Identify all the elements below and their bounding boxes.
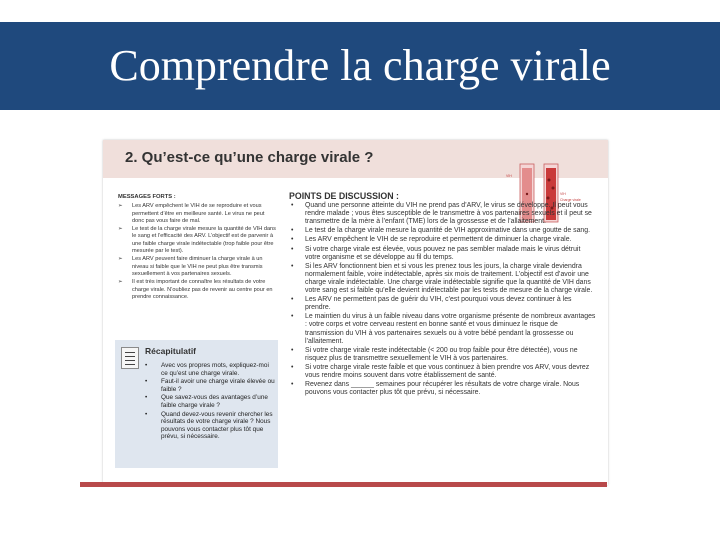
key-message-text: Les ARV empêchent le VIH de se reproduire et vous permettent d’être en meilleure santé. Le virus ne peut donc pas vous faire de mal. xyxy=(132,203,265,224)
list-item xyxy=(118,203,278,225)
list-item xyxy=(289,263,597,295)
list-item xyxy=(289,227,597,235)
bullet-icon: • xyxy=(291,363,294,371)
list-item xyxy=(118,256,278,278)
list-item xyxy=(289,202,597,226)
recap-item-text: Avec vos propres mots, expliquez-moi ce qu’est une charge virale. xyxy=(161,362,269,377)
list-item xyxy=(289,246,597,262)
discussion-text: Les ARV empêchent le VIH de se reproduire et permettent de diminuer la charge virale. xyxy=(305,236,572,244)
list-item xyxy=(289,313,597,345)
key-messages xyxy=(118,194,278,302)
bullet-icon: • xyxy=(145,394,148,402)
discussion-points xyxy=(289,192,597,398)
list-item xyxy=(289,296,597,312)
recap-item-text: Que savez-vous des avantages d’une faible charge virale ? xyxy=(161,394,268,409)
discussion-text: Si votre charge virale reste faible et que vous continuez à bien prendre vos ARV, vous devrez vous rendre moins souvent dans votre établissement de santé. xyxy=(305,363,590,379)
bullet-icon: • xyxy=(291,227,294,235)
bottom-rule xyxy=(80,482,607,487)
section-title: 2. Qu’est-ce qu’une charge virale ? xyxy=(125,149,374,166)
figure-label: VIH xyxy=(560,192,566,196)
bullet-icon: • xyxy=(291,346,294,354)
bullet-icon: • xyxy=(291,262,294,270)
list-item xyxy=(145,394,275,409)
arrow-bullet-icon: ➢ xyxy=(118,256,123,263)
discussion-heading: POINTS DE DISCUSSION : xyxy=(289,191,399,201)
discussion-text: Revenez dans ______ semaines pour récupérer les résultats de votre charge virale. Nous pouvons vous contacter plus tôt que prévu, si nécessaire. xyxy=(305,381,580,397)
bullet-icon: • xyxy=(291,296,294,304)
recap-item-text: Quand devez-vous revenir chercher les résultats de votre charge virale ? Nous pouvons vous contacter plus tôt que prévu, si nécessaire. xyxy=(161,410,273,441)
key-message-text: Le test de la charge virale mesure la quantité de VIH dans le sang et l’efficacité des ARV. L’objectif est de parvenir à une faible charge virale indétectable (trop faible pour être mesurée par le test). xyxy=(132,226,276,255)
figure-label: VIH xyxy=(506,174,512,178)
checklist-icon xyxy=(121,347,139,369)
list-item xyxy=(289,347,597,363)
list-item xyxy=(118,226,278,255)
discussion-text: Quand une personne atteinte du VIH ne prend pas d’ARV, le virus se développe. Il peut vous rendre malade ; vous êtes susceptible de le transmettre à vos partenaires sexuels et il peut se transmettre de la mère à l’enfant (TME) lors de la grossesse et de l’allaitement. xyxy=(305,202,592,226)
arrow-bullet-icon: ➢ xyxy=(118,226,123,233)
recap-list xyxy=(145,362,275,442)
key-message-text: Il est très important de connaître les résultats de votre charge virale. N’oubliez pas de revenir au centre pour en prendre connaissance. xyxy=(132,279,273,300)
bullet-icon: • xyxy=(291,245,294,253)
discussion-text: Le maintien du virus à un faible niveau dans votre organisme présente de nombreux avantages : votre corps et votre cerveau restent en bonne santé et vous diminuez le risque de transmission du VIH à vos partenaires sexuels ou à votre bébé pendant la grossesse ou l’allaitement. xyxy=(305,313,596,345)
discussion-text: Si les ARV fonctionnent bien et si vous les prenez tous les jours, la charge virale deviendra normalement faible, voire indétectable, après six mois de traitement. L’objectif est d’avoir une charge virale indétectable. Une charge virale indétectable signifie que la quantité de VIH dans votre sang est si faible qu’elle devient indétectable par les tests de mesure de la charge virale. xyxy=(305,262,593,295)
recap-item-text: Faut-il avoir une charge virale élevée ou faible ? xyxy=(161,378,275,393)
bullet-icon: • xyxy=(145,362,148,369)
list-item xyxy=(145,378,275,393)
list-item xyxy=(118,279,278,301)
discussion-text: Les ARV ne permettent pas de guérir du VIH, c’est pourquoi vous devez continuer à les prendre. xyxy=(305,296,572,312)
list-item xyxy=(145,411,275,441)
list-item xyxy=(289,364,597,380)
key-message-text: Les ARV peuvent faire diminuer la charge virale à un niveau si faible que le VIH ne peut plus être transmis sexuellement à vos partenaires sexuels. xyxy=(132,256,263,277)
bullet-icon: • xyxy=(291,313,294,321)
document-image xyxy=(103,140,608,485)
discussion-text: Le test de la charge virale mesure la quantité de VIH approximative dans une goutte de sang. xyxy=(305,227,590,235)
discussion-text: Si votre charge virale reste indétectable (< 200 ou trop faible pour être détectée), vous ne risquez plus de transmettre sexuellement le VIH à vos partenaires. xyxy=(305,346,578,362)
list-item xyxy=(289,381,597,397)
slide-title: Comprendre la charge virale xyxy=(109,41,611,90)
recap-box xyxy=(115,340,278,468)
discussion-text: Si votre charge virale est élevée, vous pouvez ne pas sembler malade mais le virus détruit votre organisme et se développe au fil du temps. xyxy=(305,245,581,261)
bullet-icon: • xyxy=(291,202,294,210)
figure-label: Charge virale xyxy=(560,198,581,202)
bullet-icon: • xyxy=(145,410,148,418)
recap-title: Récapitulatif xyxy=(145,346,197,356)
arrow-bullet-icon: ➢ xyxy=(118,279,123,286)
key-messages-heading: MESSAGES FORTS : xyxy=(118,194,176,200)
bullet-icon: • xyxy=(145,378,148,386)
list-item xyxy=(289,236,597,244)
bullet-icon: • xyxy=(291,236,294,244)
bullet-icon: • xyxy=(291,381,294,389)
list-item xyxy=(145,362,275,377)
arrow-bullet-icon: ➢ xyxy=(118,203,123,210)
